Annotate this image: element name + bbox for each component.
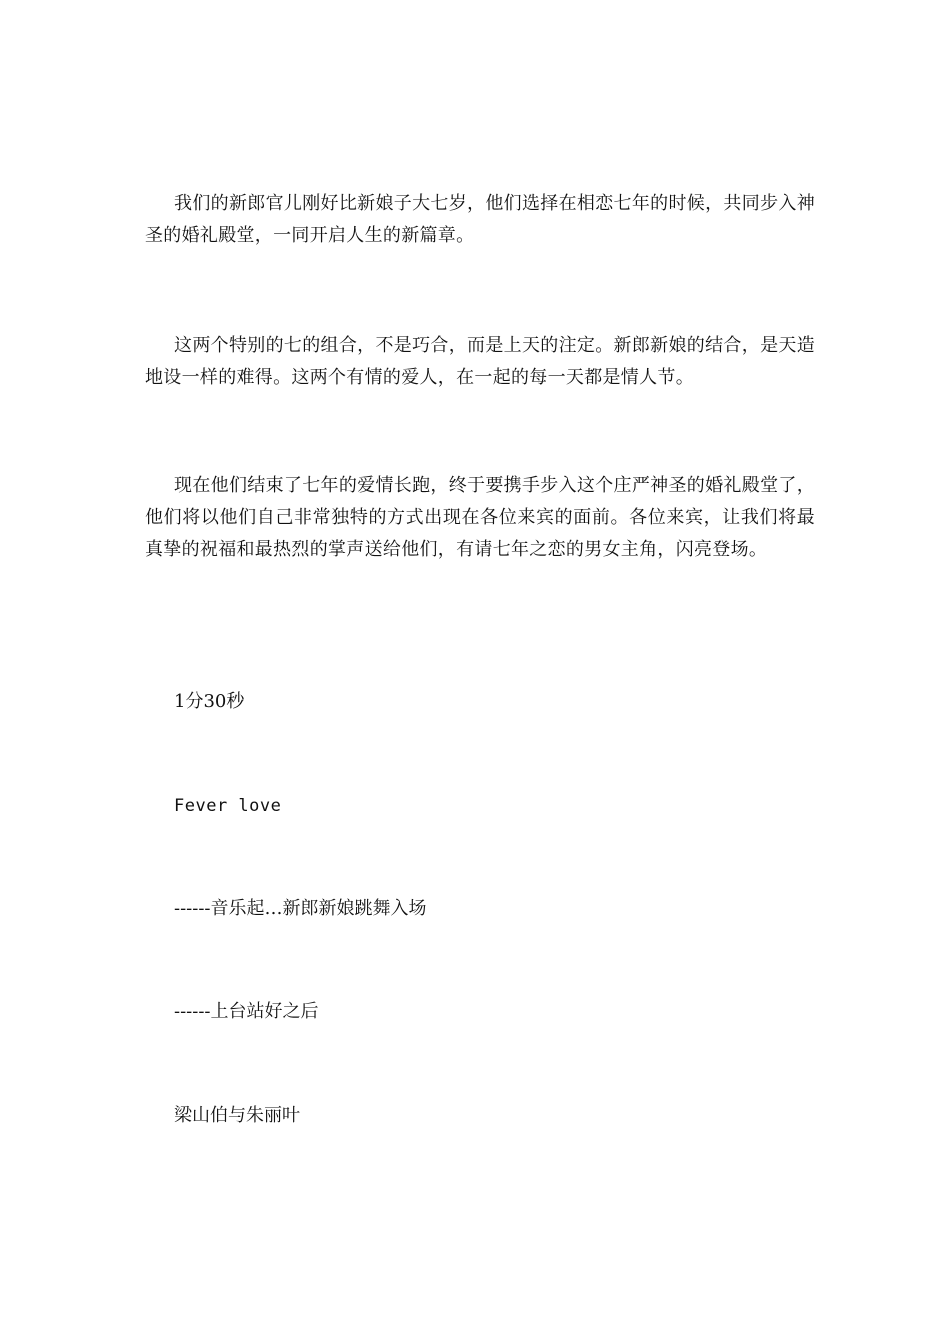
segment-title-line: 梁山伯与朱丽叶	[174, 1105, 300, 1126]
duration-line: 1分30秒	[174, 691, 245, 712]
paragraph-two-sevens: 这两个特别的七的组合，不是巧合，而是上天的注定。新郎新娘的结合，是天造地设一样的难得。这两个有情的爱人，在一起的每一天都是情人节。	[145, 335, 815, 388]
paragraph-invite-couple: 现在他们结束了七年的爱情长跑，终于要携手步入这个庄严神圣的婚礼殿堂了，他们将以他们自己非常独特的方式出现在各位来宾的面前。各位来宾，让我们将最真挚的祝福和最热烈的掌声送给他们，有请七年之恋的男女主角，闪亮登场。	[145, 475, 815, 560]
paragraph-groom-older: 我们的新郎官儿刚好比新娘子大七岁，他们选择在相恋七年的时候，共同步入神圣的婚礼殿堂，一同开启人生的新篇章。	[145, 193, 815, 246]
cue-on-stage: ------上台站好之后	[174, 1001, 319, 1022]
cue-music-start: ------音乐起…新郎新娘跳舞入场	[174, 898, 427, 919]
song-title-line: Fever love	[174, 796, 282, 816]
